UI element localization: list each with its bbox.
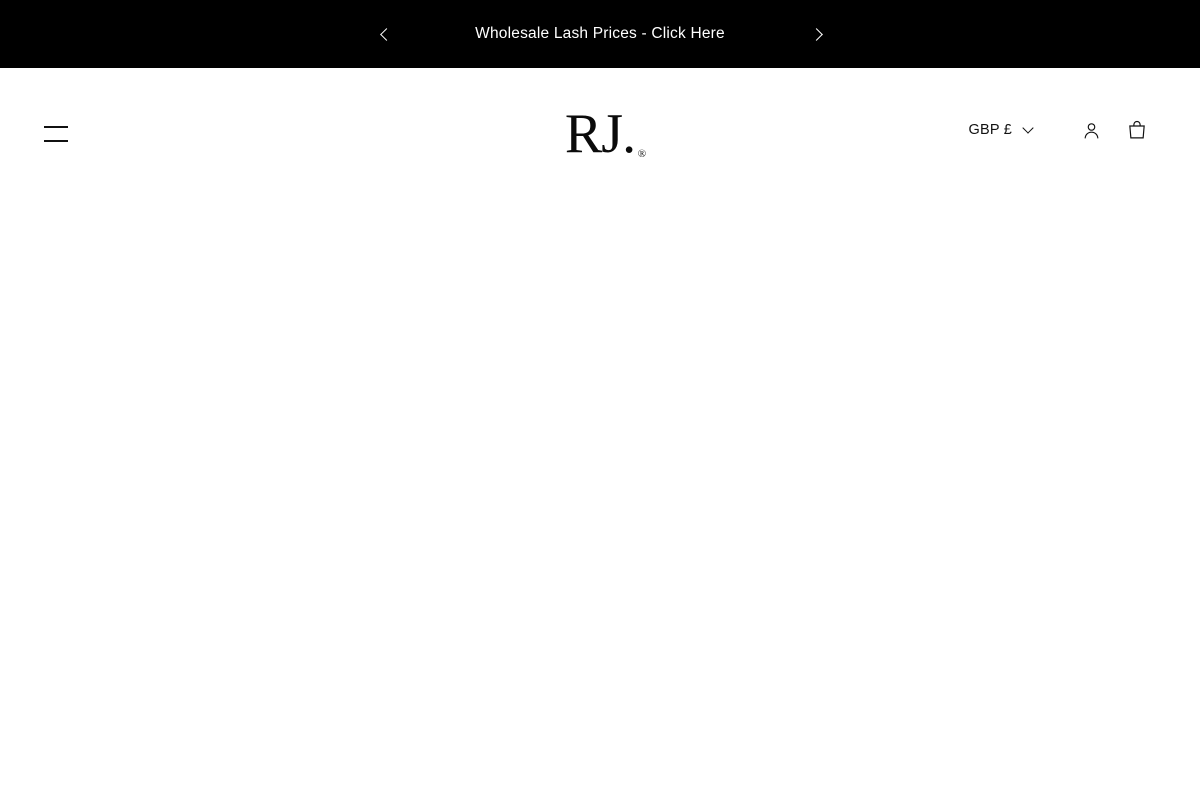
chevron-right-icon [810,28,823,41]
currency-selected-label: GBP £ [968,122,1012,138]
hamburger-menu-icon-line-1 [44,126,68,128]
account-button[interactable] [1068,107,1114,153]
hamburger-menu-button[interactable] [44,122,76,146]
announcement-prev-button[interactable] [368,0,404,68]
shopping-bag-icon [1126,119,1148,141]
header-actions [959,68,1160,192]
logo-text: RJ. [564,103,636,165]
site-logo[interactable] [564,103,647,165]
currency-selector[interactable] [959,114,1042,146]
registered-trademark-icon: ® [637,148,647,160]
cart-button[interactable] [1114,107,1160,153]
site-header [0,68,1200,192]
chevron-down-icon [1022,122,1033,133]
main-content-area [0,192,1200,800]
announcement-bar [0,0,1200,68]
chevron-left-icon [380,28,393,41]
announcement-text[interactable]: Wholesale Lash Prices - Click Here [475,25,725,43]
hamburger-menu-icon-line-2 [44,140,68,142]
user-account-icon [1081,120,1102,141]
announcement-next-button[interactable] [798,0,834,68]
